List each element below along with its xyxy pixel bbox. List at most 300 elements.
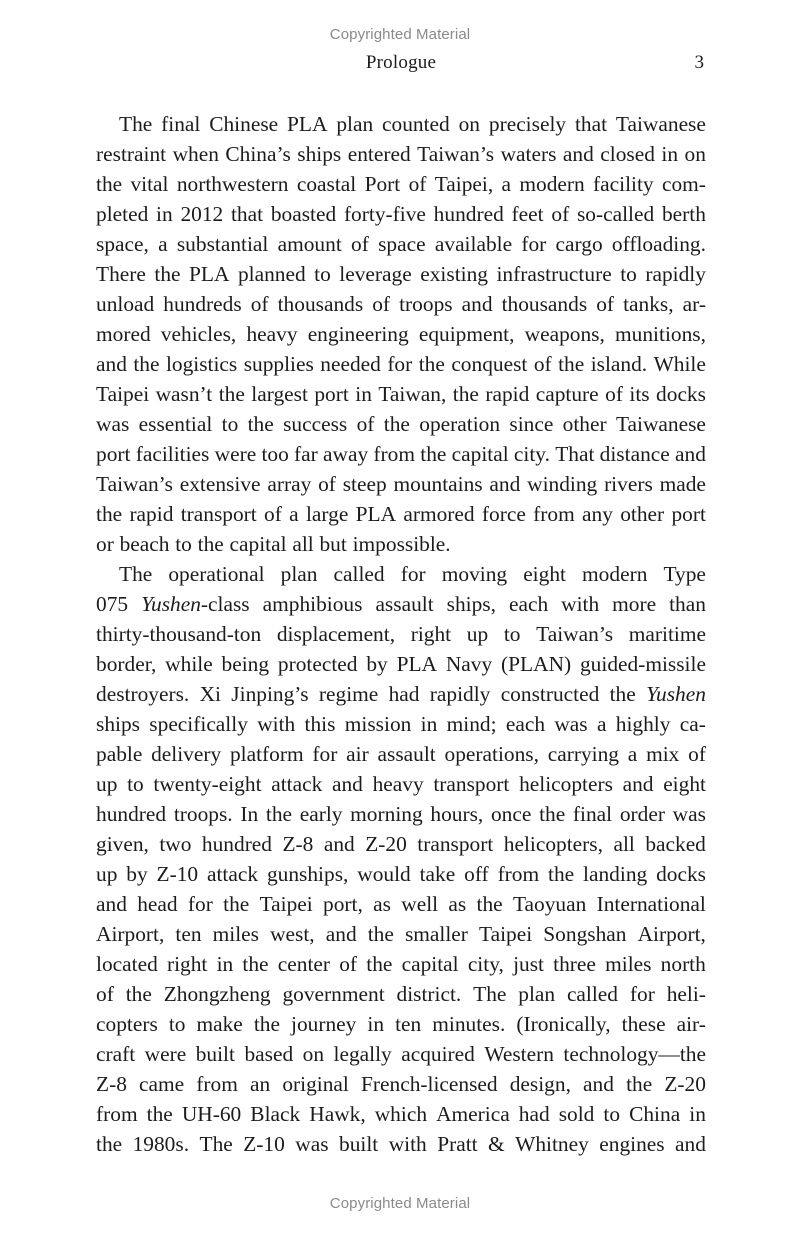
word: in [216,952,234,976]
word: needed [320,352,381,376]
word: available [434,232,513,256]
word: than [669,592,706,616]
word: on [302,1042,325,1066]
word: rapid [129,502,174,526]
word: Z-10 [156,862,199,886]
word: logistics [165,352,238,376]
word: were [214,442,257,466]
word: pleted [96,202,149,226]
word: west, [270,922,315,946]
word: in [156,202,173,226]
text-line [96,769,706,799]
word: the [96,1132,123,1156]
word: the [242,952,269,976]
word: to [314,262,331,286]
word: eight [523,562,566,586]
word: rapid [485,382,530,406]
word: journey [291,1012,357,1036]
word: armored [403,502,475,526]
text-line [96,439,706,469]
word: assault [377,742,436,766]
word: largest [251,382,308,406]
word: that [574,112,608,136]
word: or [96,532,114,556]
word: since [509,412,554,436]
word: right [410,622,452,646]
word: engines [599,1132,665,1156]
text-line [96,739,706,769]
word: being [221,652,270,676]
word: Taiwanese [615,112,706,136]
word: Taoyuan [512,892,587,916]
word: more [612,592,657,616]
word: counted [382,112,450,136]
word: Airport, [637,922,706,946]
word: to [127,772,144,796]
word: was [96,412,130,436]
text-line [96,319,706,349]
word: That [555,442,595,466]
paragraph [96,109,706,559]
word: of [356,412,375,436]
text-line [96,199,706,229]
word: protected [277,652,358,676]
word: While [653,352,706,376]
word: Taipei [479,922,533,946]
word: thousands [501,292,588,316]
word: transport [433,772,510,796]
word: which [374,1102,428,1126]
word: and [675,1132,706,1156]
word: for [387,352,413,376]
word: Taiwan’s [96,472,173,496]
word: based [244,1042,294,1066]
word: There [96,262,146,286]
word: Z-10 [243,1132,285,1156]
word: displacement, [276,622,396,646]
word: helicopters [519,772,613,796]
text-line [96,469,706,499]
word: of [351,232,369,256]
word: helicopters, [503,832,603,856]
word: would [357,862,411,886]
word: of [96,982,114,1006]
word: by [126,862,148,886]
word: vital [130,172,169,196]
word: supplies [243,352,314,376]
word: extensive [179,472,261,496]
paragraph [96,559,706,1159]
word: the [383,412,410,436]
word: these [621,1012,666,1036]
word: for [521,232,547,256]
word: was [672,802,706,826]
word: port, [323,892,363,916]
word: up [96,862,118,886]
word: backed [645,832,706,856]
word: engineering [307,322,409,346]
word: acquired [401,1042,475,1066]
word: district. [396,982,462,1006]
word: the [367,922,394,946]
word: final [572,802,613,826]
word: the [418,352,445,376]
word: for [312,742,338,766]
word: ar- [682,292,706,316]
word: from [497,862,540,886]
word: take [419,862,456,886]
word: of [408,172,427,196]
word: mind; [446,712,497,736]
word: distance [599,442,670,466]
word: operation [419,412,501,436]
word: cargo [555,232,603,256]
word: the [626,1072,653,1096]
word: for [400,562,426,586]
word: rapidly [429,682,491,706]
word: unload [96,292,155,316]
word: and [562,142,594,166]
word: International [596,892,706,916]
word: destroyers. [96,682,190,706]
word: center [277,952,331,976]
word: the [539,802,566,826]
word: the [420,442,447,466]
word: maritime [628,622,706,646]
word: specifically [149,712,248,736]
word: the [96,502,123,526]
word: The [473,982,507,1006]
word: and [96,892,127,916]
word: Type [663,562,706,586]
word: wasn’t [155,382,213,406]
word: entered [347,142,411,166]
word: a [158,232,168,256]
word: from [96,1102,138,1126]
word: Port [364,172,401,196]
word: precisely [488,112,567,136]
word: the [476,892,503,916]
word: transport [180,502,257,526]
word: highly [615,712,671,736]
word: port [314,382,349,406]
word: eight [663,772,706,796]
word: copters [96,1012,158,1036]
word: (Ironically, [516,1012,611,1036]
word: transport [417,832,494,856]
word: order [619,802,665,826]
word: com- [661,172,706,196]
word: moving [441,562,508,586]
word: city. [513,442,550,466]
text-line [96,499,706,529]
text-line [96,229,706,259]
word: facilities [135,442,210,466]
word: Hawk, [309,1102,366,1126]
word: guided-missile [579,652,706,676]
word: steep [342,472,387,496]
word: of [264,502,282,526]
word: on [458,112,480,136]
word: the [452,382,479,406]
word: make [196,1012,243,1036]
word: northwestern [176,172,289,196]
word: away [323,442,369,466]
word: the [609,682,636,706]
word: had [388,682,420,706]
word: the [218,382,245,406]
word: original [282,1072,349,1096]
word: made [659,472,706,496]
word: three [553,952,596,976]
word: air [346,742,369,766]
word: of [533,352,552,376]
word: Taipei [96,382,150,406]
word: landing [583,862,648,886]
word: French-licensed [360,1072,498,1096]
word: attack [207,862,259,886]
word: with [388,1132,427,1156]
word: the [247,412,274,436]
text-line [96,1069,706,1099]
word: hundred [433,202,504,226]
word: a [501,172,512,196]
word: beach [119,532,170,556]
word: from [196,1072,238,1096]
text-line [96,289,706,319]
word: assault [375,592,434,616]
word: Taipei, [434,172,494,196]
word: of [339,952,358,976]
word: and [489,472,521,496]
word: the [96,172,123,196]
word: and [325,922,357,946]
word: port [671,502,706,526]
word: heavy [246,322,298,346]
word: mored [96,322,151,346]
text-line [96,529,706,559]
text-line [96,889,706,919]
word: with [561,592,600,616]
word: offloading. [611,232,706,256]
word: Z-8 [282,832,314,856]
text-line [96,859,706,889]
word: of [688,742,706,766]
word: vehicles, [160,322,237,346]
word: waters [500,142,557,166]
word: as [373,892,391,916]
text-line [96,799,706,829]
text-line [96,649,706,679]
word: port [96,442,131,466]
word: Z-8 [96,1072,127,1096]
word: capital [229,532,287,556]
word: minutes. [432,1012,506,1036]
word: was [554,712,588,736]
word: in [689,1102,706,1126]
word: to [175,532,192,556]
word: to [620,262,637,286]
text-line [96,1129,706,1159]
word: by [366,652,388,676]
word: given, [96,832,149,856]
word: hundred [96,802,167,826]
word: a [596,712,607,736]
word: far [294,442,318,466]
text-line [96,139,706,169]
word: Western [484,1042,554,1066]
word: had [518,1102,550,1126]
word: off [464,862,489,886]
word: up [466,622,489,646]
word: craft [96,1042,136,1066]
word: to [603,1102,621,1126]
word: the [125,982,152,1006]
word: in [661,142,679,166]
word: mission [344,712,412,736]
word: the [558,352,585,376]
word: for [187,892,213,916]
word: munitions, [615,322,706,346]
word: plan [518,982,556,1006]
word: Chinese [209,112,279,136]
text-line [96,919,706,949]
word: early [299,802,343,826]
word: Navy [445,652,493,676]
word: (PLAN) [501,652,572,676]
word: the [265,802,293,826]
text-line [96,1099,706,1129]
word: in [420,712,438,736]
word: border, [96,652,157,676]
word: Z-20 [365,832,407,856]
word: space, [96,232,149,256]
word: miles [605,952,652,976]
word: China’s [225,142,291,166]
word: Taiwan’s [417,142,495,166]
word: thirty-thousand-ton [96,622,262,646]
text-line [96,709,706,739]
running-head [96,52,706,78]
word: an [249,1072,271,1096]
word: smaller [404,922,468,946]
word: ten [175,922,202,946]
word: equipment, [418,322,515,346]
word: planned [237,262,306,286]
word: Whitney [515,1132,589,1156]
word: The [119,112,153,136]
word: the [548,862,575,886]
word: sold [558,1102,595,1126]
word: attack [271,772,323,796]
word: was [295,1132,329,1156]
word: success [283,412,348,436]
word: regime [318,682,379,706]
word: operational [168,562,265,586]
word: winding [527,472,598,496]
word: ships [96,712,140,736]
text-line [96,679,706,709]
word: America [436,1102,510,1126]
text-line [96,169,706,199]
word: boasted [270,202,337,226]
word: 2012 [180,202,224,226]
word: miles [212,922,259,946]
word: and [461,292,493,316]
word: of [318,472,336,496]
word: capture [535,382,599,406]
word: gunships, [266,862,349,886]
word: built [195,1042,235,1066]
word: air- [676,1012,706,1036]
word: ten [395,1012,422,1036]
text-line [96,589,706,619]
word: the [146,1102,173,1126]
page-number: 3 [694,52,704,73]
word: head [137,892,178,916]
word: to [503,622,521,646]
word: other [562,412,607,436]
word: UH-60 [181,1102,242,1126]
word: conquest [451,352,528,376]
word: as [448,892,467,916]
word: Taiwan, [378,382,447,406]
word: mix [646,742,680,766]
word: city, [467,952,504,976]
word: leverage [339,262,412,286]
word: rivers [604,472,653,496]
text-line [96,1009,706,1039]
word: each [508,592,549,616]
word: hundreds [163,292,242,316]
text-line [96,559,706,589]
text-line [96,949,706,979]
word: from [373,442,416,466]
word: essential [138,412,213,436]
word: Taiwanese [615,412,706,436]
word: other [620,502,665,526]
word: Xi [199,682,221,706]
word: capital [401,952,459,976]
word: and [96,352,127,376]
word: troops. [173,802,233,826]
word: restraint [96,142,167,166]
word: island. [590,352,648,376]
word: 1980s. [132,1132,190,1156]
text-line [96,349,706,379]
text-line [96,979,706,1009]
word: for [629,982,655,1006]
word: final [161,112,201,136]
word: but [319,532,347,556]
word: Jinping’s [231,682,309,706]
word: Songshan [543,922,627,946]
word: Pratt [437,1132,478,1156]
word: design, [509,1072,571,1096]
word: facility [593,172,654,196]
word: on [684,142,706,166]
word: modern [582,562,648,586]
word: 075 [96,592,129,616]
word: PLA [287,112,328,136]
word: thousands [277,292,364,316]
word: heli- [666,982,706,1006]
word: and [323,832,355,856]
chapter-title: Prologue [365,52,437,73]
word: this [304,712,336,736]
word: twenty-eight [153,772,262,796]
word: well [401,892,439,916]
